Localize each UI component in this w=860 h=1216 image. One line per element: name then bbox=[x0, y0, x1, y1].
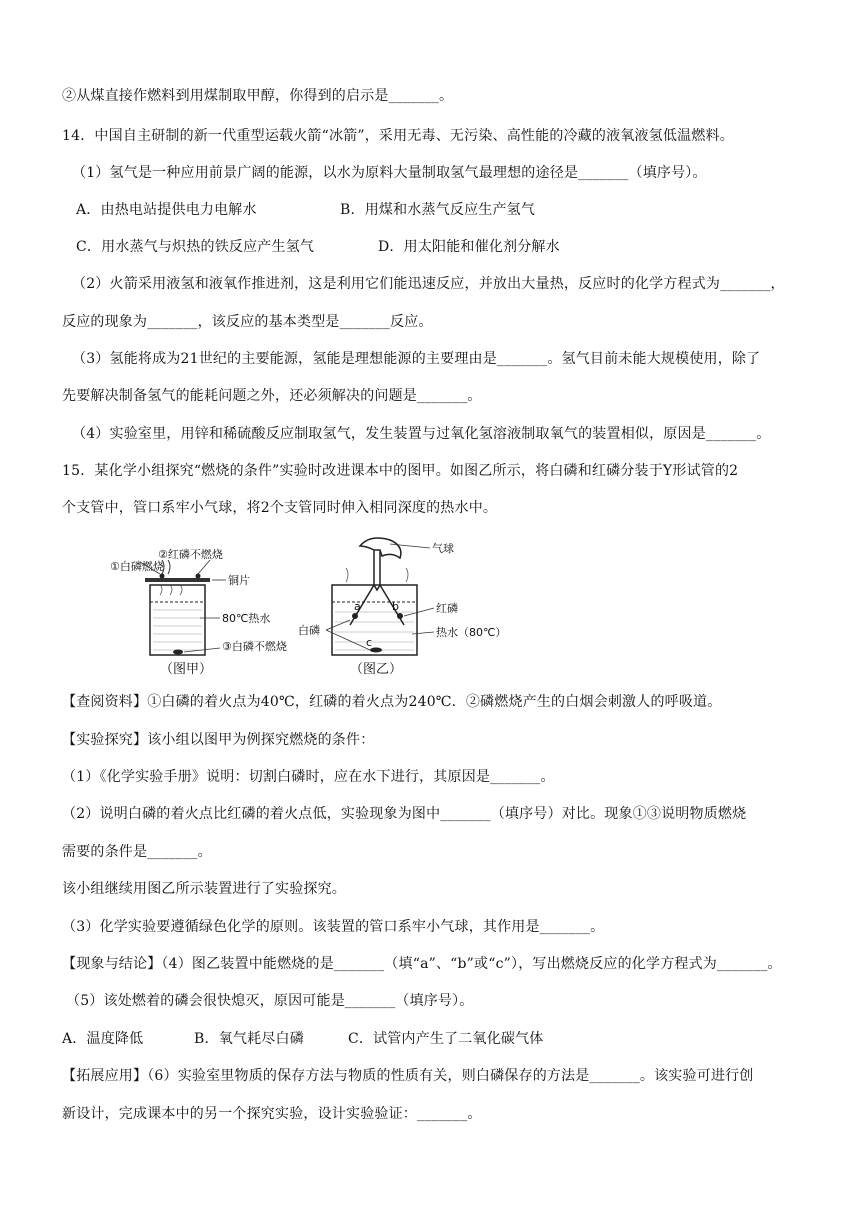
question-14-part-2: （2）火箭采用液氢和液氧作推进剂，这是利用它们能迅速反应，并放出大量热，反应时的化学方程式为_______， bbox=[72, 276, 785, 292]
figure-jia-label-hot-water: 80℃热水 bbox=[222, 612, 271, 625]
figure-jia-label-white-phosphorus-burns: ①白磷燃烧 bbox=[110, 560, 164, 573]
experiment-figure bbox=[110, 530, 530, 680]
question-14-part-3: （3）氢能将成为21世纪的主要能源，氢能是理想能源的主要理由是_______。氢气目前未能大规模使用，除了 bbox=[72, 351, 761, 367]
figure-jia-label-red-phosphorus: ②红磷不燃烧 bbox=[158, 548, 223, 561]
question-14-part-3-cont: 先要解决制备氢气的能耗问题之外，还必须解决的问题是_______。 bbox=[62, 388, 482, 404]
question-15-stem: 15．某化学小组探究“燃烧的条件”实验时改进课本中的图甲。如图乙所示，将白磷和红磷分装于Y形试管的2 bbox=[62, 463, 739, 479]
figure-yi-caption: （图乙） bbox=[350, 662, 403, 677]
experiment-inquiry-heading: 【实验探究】该小组以图甲为例探究燃烧的条件： bbox=[62, 732, 375, 748]
option-15-a: A．温度降低 bbox=[62, 1031, 144, 1047]
question-14-part-2-cont: 反应的现象为_______，该反应的基本类型是_______反应。 bbox=[62, 314, 433, 330]
figure-jia-label-white-phosphorus-no-burn: ③白磷不燃烧 bbox=[222, 640, 287, 653]
figure-yi-apparatus bbox=[326, 538, 434, 655]
option-d: D．用太阳能和催化剂分解水 bbox=[378, 239, 560, 255]
question-14-stem: 14．中国自主研制的新一代重型运载火箭“冰箭”，采用无毒、无污染、高性能的冷藏的液氧液氢低温燃料。 bbox=[62, 128, 734, 144]
figure-yi-mark-a: a bbox=[354, 600, 361, 613]
question-15-part-2: （2）说明白磷的着火点比红磷的着火点低，实验现象为图中_______（填序号）对比。现象①③说明物质燃烧 bbox=[62, 806, 747, 822]
reference-materials: 【查阅资料】①白磷的着火点为40℃，红磷的着火点为240℃．②磷燃烧产生的白烟会刺激人的呼吸道。 bbox=[62, 694, 722, 710]
figure-yi-mark-b: b bbox=[392, 600, 399, 613]
question-15-part-3: （3）化学实验要遵循绿色化学的原则。该装置的管口系牢小气球，其作用是_______。 bbox=[62, 919, 605, 935]
question-15-stem-cont: 个支管中，管口系牢小气球，将2个支管同时伸入相同深度的热水中。 bbox=[62, 500, 498, 516]
continued-inquiry-note: 该小组继续用图乙所示装置进行了实验探究。 bbox=[62, 881, 346, 897]
option-a: A．由热电站提供电力电解水 bbox=[76, 202, 257, 218]
figure-jia-label-copper-sheet: 铜片 bbox=[228, 574, 250, 587]
question-15-part-1: （1）《化学实验手册》说明：切割白磷时，应在水下进行，其原因是_______。 bbox=[62, 769, 555, 785]
figure-yi-label-hot-water: 热水（80℃） bbox=[436, 626, 507, 639]
option-15-b: B．氧气耗尽白磷 bbox=[194, 1031, 304, 1047]
question-15-part-6: 【拓展应用】（6）实验室里物质的保存方法与物质的性质有关，则白磷保存的方法是_______。该实验可进行创 bbox=[62, 1068, 754, 1084]
figure-yi-label-white-phosphorus: 白磷 bbox=[298, 624, 320, 637]
figure-jia-apparatus bbox=[140, 560, 226, 655]
question-15-part-6-cont: 新设计，完成课本中的另一个探究实验，设计实验验证：_______。 bbox=[62, 1106, 482, 1122]
figure-jia-caption: （图甲） bbox=[160, 662, 213, 677]
figure-yi-label-balloon: 气球 bbox=[432, 542, 454, 555]
question-15-part-4: 【现象与结论】（4）图乙装置中能燃烧的是_______（填“a”、“b”或“c”），写出燃烧反应的化学方程式为_______。 bbox=[62, 956, 782, 972]
option-15-c: C．试管内产生了二氧化碳气体 bbox=[348, 1031, 544, 1047]
question-14-part-1: （1）氢气是一种应用前景广阔的能源，以水为原料大量制取氢气最理想的途径是_______（填序号）。 bbox=[72, 165, 707, 181]
figure-yi-mark-c: c bbox=[366, 636, 373, 649]
question-15-part-5: （5）该处燃着的磷会很快熄灭，原因可能是_______（填序号）。 bbox=[66, 993, 474, 1009]
option-c: C．用水蒸气与炽热的铁反应产生氢气 bbox=[76, 239, 315, 255]
text-line-q13-2: ②从煤直接作燃料到用煤制取甲醇，你得到的启示是_______。 bbox=[62, 88, 454, 104]
question-14-part-4: （4）实验室里，用锌和稀硫酸反应制取氢气，发生装置与过氧化氢溶液制取氧气的装置相似，原因是_______。 bbox=[72, 426, 771, 442]
figure-yi-label-red-phosphorus: 红磷 bbox=[436, 602, 458, 615]
option-b: B．用煤和水蒸气反应生产氢气 bbox=[340, 202, 536, 218]
question-15-part-2-cont: 需要的条件是_______。 bbox=[62, 844, 212, 860]
